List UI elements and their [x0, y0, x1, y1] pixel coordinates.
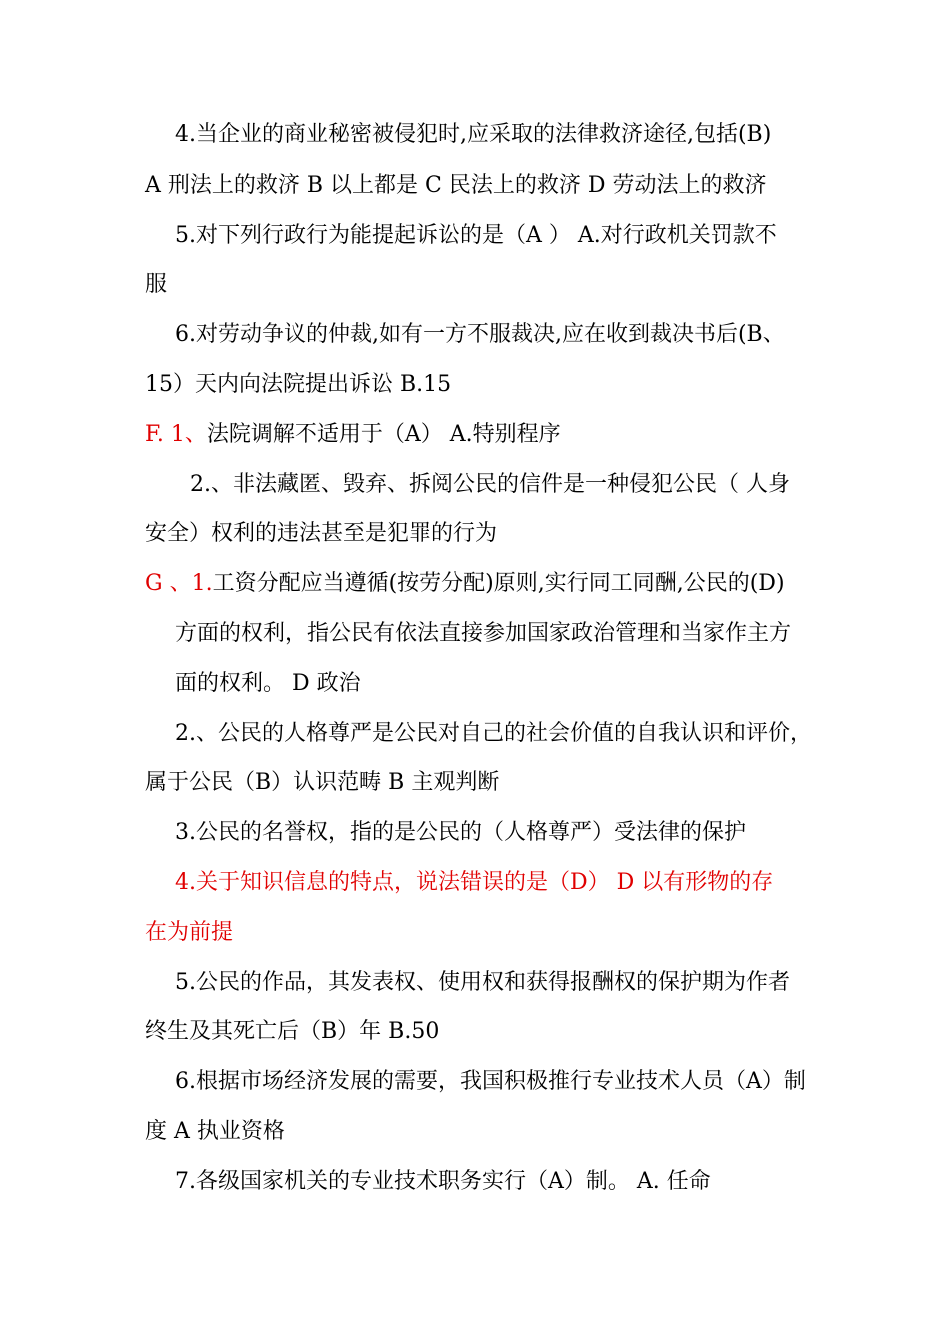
q4-options-line: A 刑法上的救济 B 以上都是 C 民法上的救济 D 劳动法上的救济 [145, 173, 767, 198]
q5-admin-litigation-line: 5.对下列行政行为能提起诉讼的是（A ） A.对行政机关罚款不 [175, 223, 777, 248]
section-g-q7-line: 7.各级国家机关的专业技术职务实行（A）制。 A. 任命 [175, 1169, 711, 1194]
section-f-q2-continuation-line: 安全）权利的违法甚至是犯罪的行为 [145, 521, 498, 546]
section-g-q1-text: 工资分配应当遵循(按劳分配)原则,实行同工同酬,公民的(D) [212, 571, 785, 596]
section-f-q1-line [145, 421, 561, 449]
section-g-q3-line: 3.公民的名誉权，指的是公民的（人格尊严）受法律的保护 [175, 820, 746, 845]
section-g-label: G 、1. [145, 571, 213, 596]
section-g-q1-line [145, 570, 785, 598]
section-f-label: F. 1、 [145, 422, 207, 447]
section-g-q6-line: 6.根据市场经济发展的需要，我国积极推行专业技术人员（A）制 [175, 1069, 806, 1094]
q6-labor-arbitration-line: 6.对劳动争议的仲裁,如有一方不服裁决,应在收到裁决书后(B、 [175, 322, 785, 347]
q4-trade-secret-line: 4.当企业的商业秘密被侵犯时,应采取的法律救济途径,包括(B) [175, 122, 772, 147]
section-g-q2-continuation-line: 属于公民（B）认识范畴 B 主观判断 [145, 770, 500, 795]
section-g-q5-continuation-line: 终生及其死亡后（B）年 B.50 [145, 1019, 440, 1044]
section-f-q1-text: 法院调解不适用于（A） A.特别程序 [206, 422, 561, 447]
section-f-q2-line: 2.、非法藏匿、毁弃、拆阅公民的信件是一种侵犯公民（ 人身 [190, 472, 790, 497]
section-g-q4-line: 4.关于知识信息的特点，说法错误的是（D） D 以有形物的存 [175, 870, 774, 895]
q6-continuation-line: 15）天内向法院提出诉讼 B.15 [145, 372, 452, 397]
section-g-q6-continuation-line: 度 A 执业资格 [145, 1119, 285, 1144]
section-g-q4-continuation-line: 在为前提 [145, 920, 234, 945]
section-g-q1-continuation-line: 方面的权利，指公民有依法直接参加国家政治管理和当家作主方 [175, 621, 792, 646]
q5-continuation-line: 服 [145, 272, 168, 297]
section-g-q5-line: 5.公民的作品，其发表权、使用权和获得报酬权的保护期为作者 [175, 970, 790, 995]
section-g-q2-line: 2.、公民的人格尊严是公民对自己的社会价值的自我认识和评价， [175, 721, 812, 746]
section-g-q1-answer-line: 面的权利。 D 政治 [175, 671, 361, 696]
